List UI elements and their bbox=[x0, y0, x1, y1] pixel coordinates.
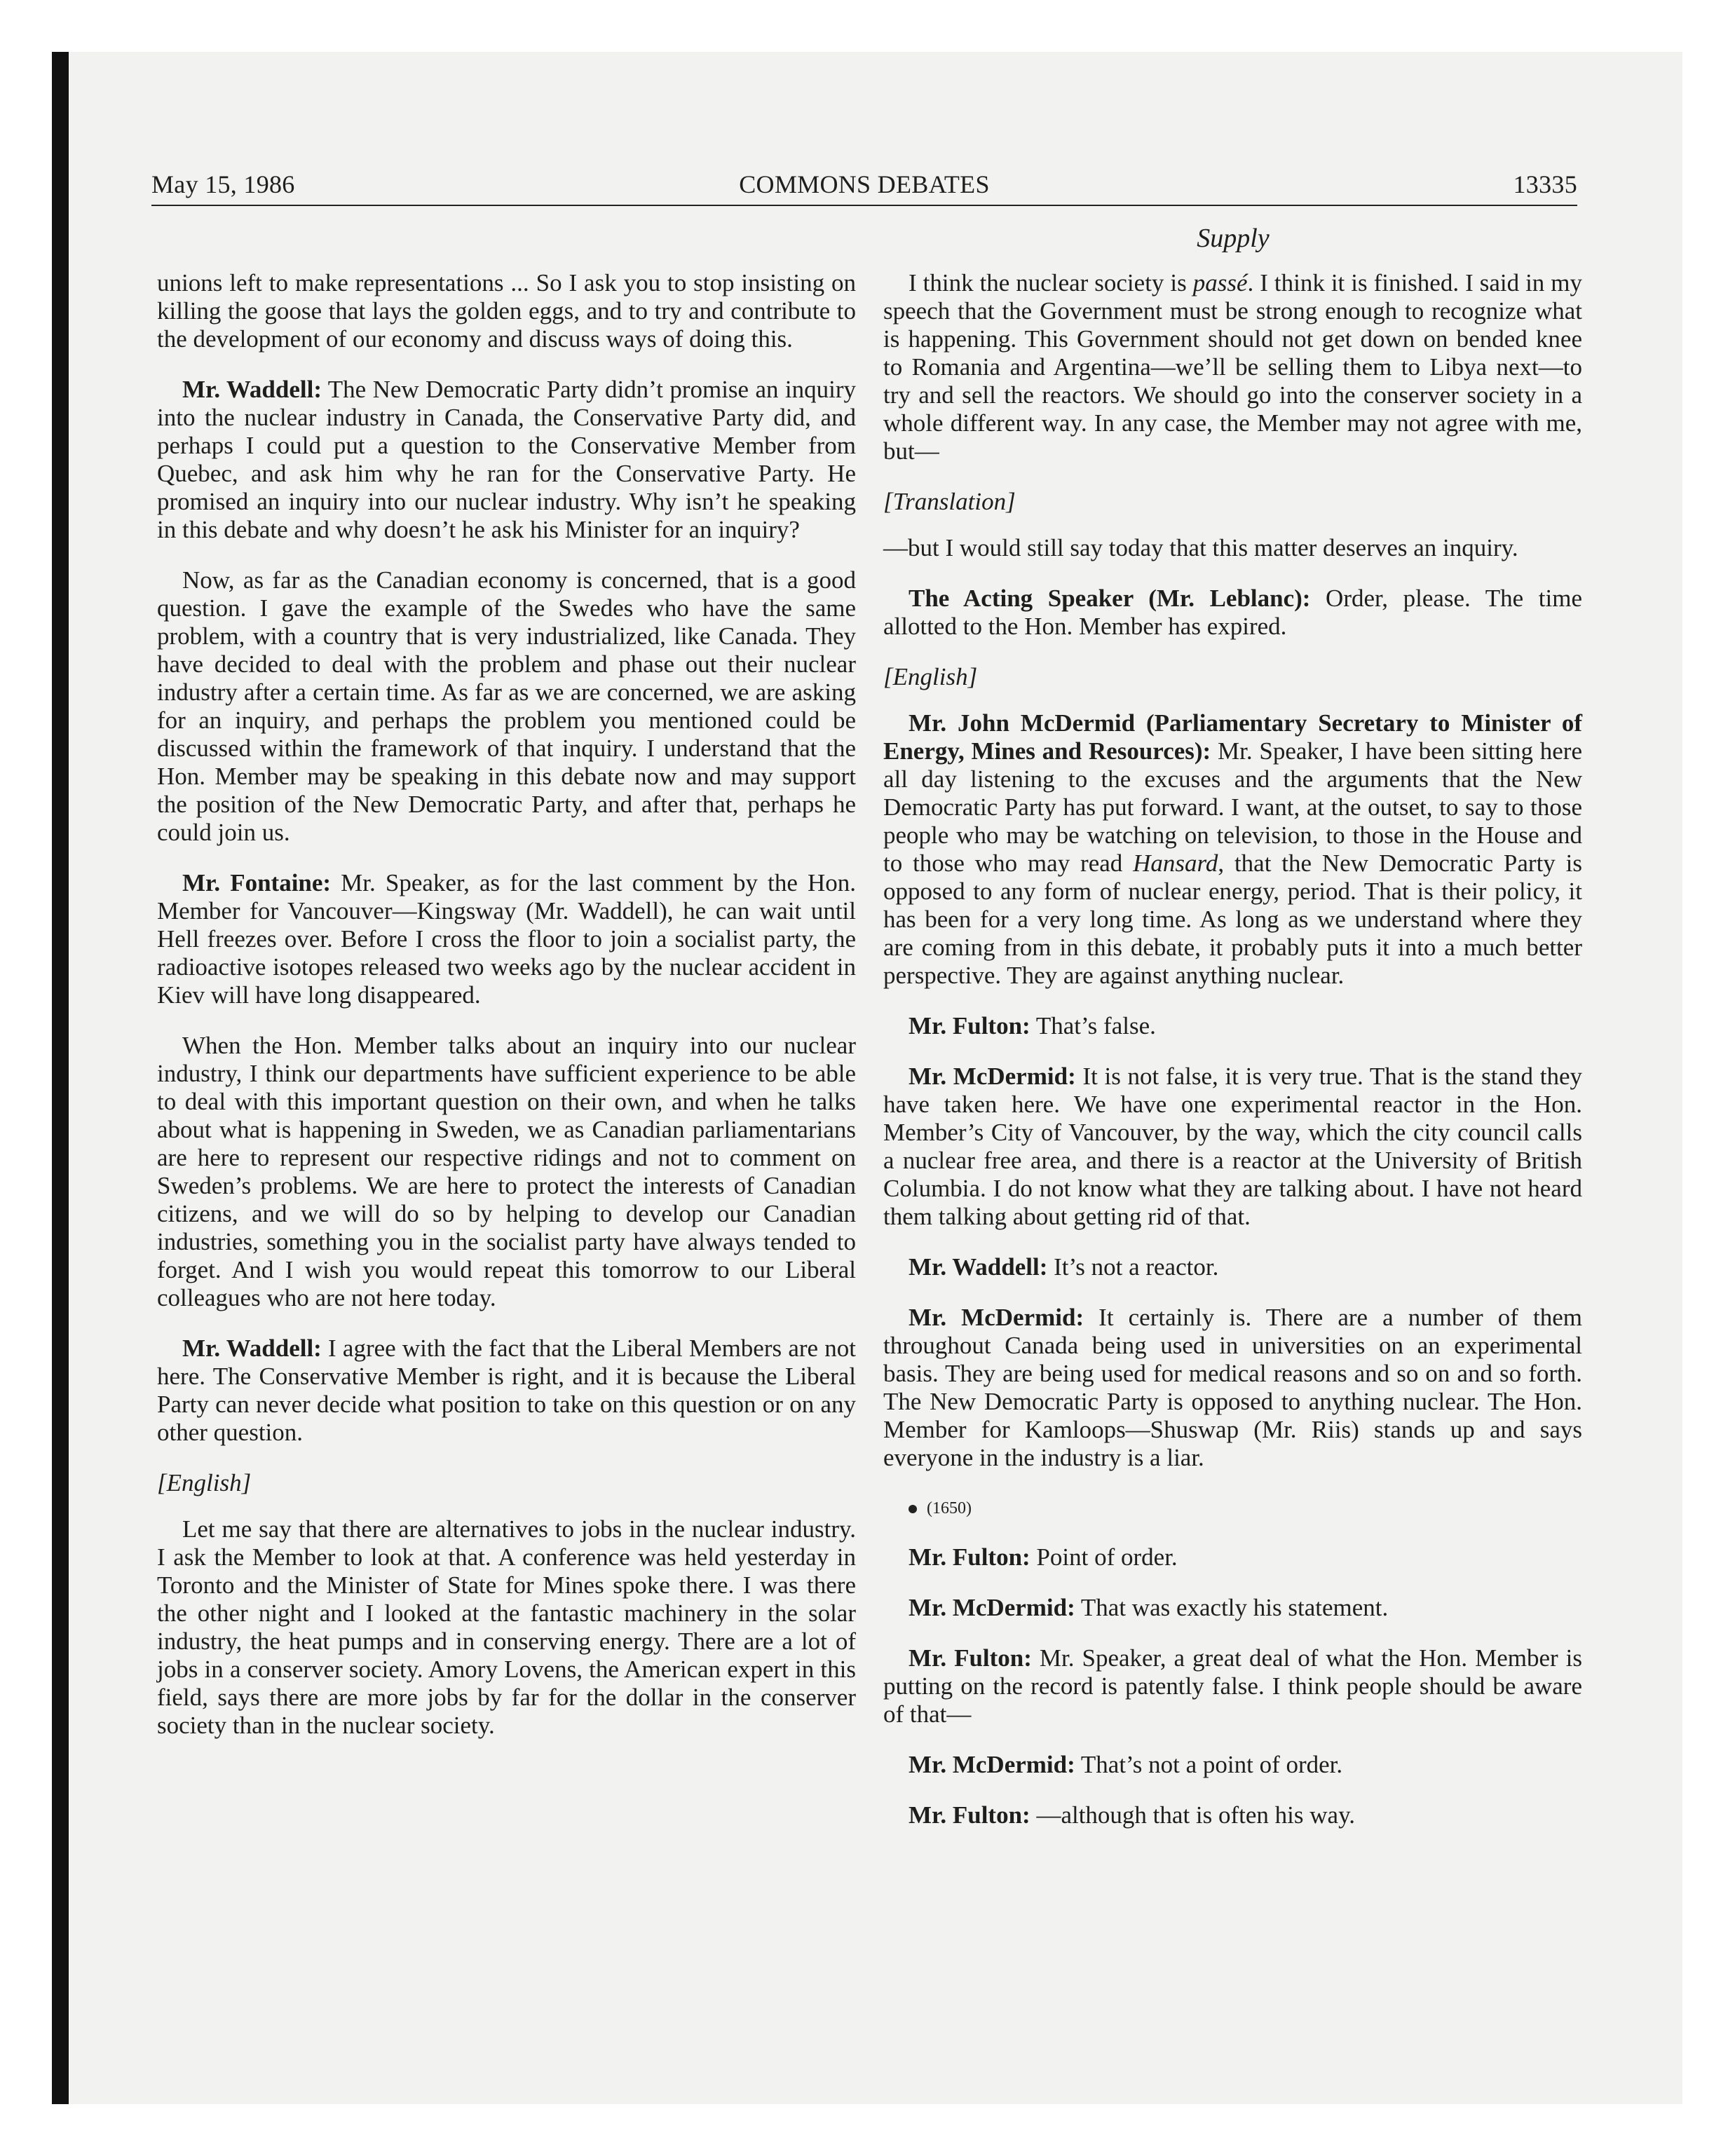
paragraph bbox=[157, 1335, 856, 1447]
speech-text: It certainly is. There are a number of them throughout Canada being used in universities on an experimental basis. They are being used for medical reasons and so on and so forth. The New Democratic Party is opposed to anything nuclear. The Hon. Member for Kamloops—Shuswap (Mr. Riis) stands up and says everyone in the industry is a liar. bbox=[883, 1304, 1582, 1471]
paragraph bbox=[157, 869, 856, 1009]
paragraph bbox=[883, 1304, 1582, 1472]
header-title: COMMONS DEBATES bbox=[739, 170, 990, 198]
speaker-name: Mr. Waddell: bbox=[182, 1335, 322, 1362]
timestamp bbox=[909, 1494, 1582, 1522]
language-tag: [English] bbox=[157, 1469, 252, 1496]
speaker-name: Mr. Fontaine: bbox=[182, 869, 332, 896]
speech-text: Order, please. The time allotted to the Hon. Member has expired. bbox=[883, 585, 1582, 640]
speech-text: It’s not a reactor. bbox=[1047, 1253, 1219, 1281]
speaker-name: Mr. Fulton: bbox=[909, 1644, 1032, 1672]
italic-word: passé bbox=[1192, 269, 1248, 296]
paragraph: Now, as far as the Canadian economy is concerned, that is a good question. I gave the example of the Swedes who have the same problem, with a country that is very industrialized, like Canada. They have decided to deal with the problem and phase out their nuclear industry after a certain time. As far as we are concerned, we are asking for an inquiry, and perhaps the problem you mentioned could be discussed within the framework of that inquiry. I understand that the Hon. Member may be speaking in this debate now and may support the position of the New Democratic Party, and after that, perhaps he could join us. bbox=[157, 566, 856, 846]
paragraph bbox=[883, 585, 1582, 641]
paragraph: When the Hon. Member talks about an inquiry into our nuclear industry, I think our departments have sufficient experience to be able to deal with this important question on their own, and when he talks about what is happening in Sweden, we as Canadian parliamentarians are here to represent our respective ridings and not to comment on Sweden’s problems. We are here to protect the interests of Canadian citizens, and we will do so by helping to develop our Canadian industries, something you in the socialist party have always tended to forget. And I wish you would repeat this tomorrow to our Liberal colleagues who are not here today. bbox=[157, 1032, 856, 1311]
paragraph bbox=[157, 376, 856, 544]
page-header bbox=[151, 170, 1577, 209]
speech-text: Mr. Speaker, as for the last comment by the Hon. Member for Vancouver—Kingsway (Mr. Waddell), he can wait until Hell freezes over. Before I cross the floor to join a socialist party, the radioactive isotopes released two weeks ago by the nuclear accident in Kiev will have long disappeared. bbox=[157, 869, 856, 1009]
paragraph bbox=[883, 1063, 1582, 1231]
speech-text: Point of order. bbox=[1030, 1543, 1178, 1571]
speech-text: It is not false, it is very true. That is the stand they have taken here. We have one experimental reactor in the Hon. Member’s City of Vancouver, by the way, which the city council calls a nuclear free area, and there is a reactor at the University of British Columbia. I do not know what they are talking about. I have not heard them talking about getting rid of that. bbox=[883, 1063, 1582, 1230]
speech-text: The New Democratic Party didn’t promise an inquiry into the nuclear industry in Canada, the Conservative Party did, and perhaps I could put a question to the Conservative Member from Quebec, and ask him why he ran for the Conservative Party. He promised an inquiry into our nuclear industry. Why isn’t he speaking in this debate and why doesn’t he ask his Minister for an inquiry? bbox=[157, 376, 856, 543]
timestamp-text: (1650) bbox=[927, 1499, 972, 1517]
right-column bbox=[883, 269, 1582, 1852]
paragraph bbox=[883, 1012, 1582, 1040]
speech-text: That’s false. bbox=[1030, 1012, 1156, 1039]
speech-text: —although that is often his way. bbox=[1030, 1801, 1356, 1829]
italic-word: Hansard bbox=[1133, 850, 1218, 877]
speaker-name: Mr. Fulton: bbox=[909, 1012, 1030, 1039]
speech-text: . I think it is finished. I said in my speech that the Government must be strong enough to recognize what is happening. This Government should not get down on bended knee to Romania and Argentina—we’ll be selling them to Libya next—to try and sell the reactors. We should go into the conserver society in a whole different way. In any case, the Member may not agree with me, but— bbox=[883, 269, 1582, 465]
speech-text: , that the New Democratic Party is opposed to any form of nuclear energy, period. That is their policy, it has been for a very long time. As long as we understand where they are coming from in this debate, it probably puts it into a much better perspective. They are against anything nuclear. bbox=[883, 850, 1582, 989]
running-head: Supply bbox=[1197, 224, 1270, 253]
header-rule bbox=[151, 205, 1577, 206]
speech-text: I think the nuclear society is bbox=[909, 269, 1193, 296]
speech-text: I agree with the fact that the Liberal Members are not here. The Conservative Member is right, and it is because the Liberal Party can never decide what position to take on this question or on any other question. bbox=[157, 1335, 856, 1446]
paragraph bbox=[883, 1801, 1582, 1829]
paragraph bbox=[883, 1594, 1582, 1622]
paragraph: Let me say that there are alternatives to jobs in the nuclear industry. I ask the Member to look at that. A conference was held yesterday in Toronto and the Minister of State for Mines spoke there. I was there the other night and I looked at the fantastic machinery in the solar industry, the heat pumps and in conserving energy. There are a lot of jobs in a conserver society. Amory Lovens, the American expert in this field, says there are more jobs by far for the dollar in the conserver society than in the nuclear society. bbox=[157, 1515, 856, 1739]
language-tag: [English] bbox=[883, 663, 978, 690]
left-column bbox=[157, 269, 856, 1762]
speaker-name: Mr. John McDermid (Parliamentary Secretary to Minister of Energy, Mines and Resources): bbox=[883, 709, 1582, 765]
speech-text: Mr. Speaker, I have been sitting here all day listening to the excuses and the arguments that the New Democratic Party has put forward. I want, at the outset, to say to those people who may be watching on television, to those in the House and to those who may read bbox=[883, 737, 1582, 877]
paragraph bbox=[883, 269, 1582, 465]
header-date: May 15, 1986 bbox=[151, 170, 295, 198]
speech-text: Mr. Speaker, a great deal of what the Hon. Member is putting on the record is patently false. I think people should be aware of that— bbox=[883, 1644, 1582, 1728]
speaker-name: Mr. McDermid: bbox=[909, 1304, 1084, 1331]
paragraph bbox=[883, 1644, 1582, 1728]
speaker-name: Mr. McDermid: bbox=[909, 1063, 1076, 1090]
speaker-name: Mr. McDermid: bbox=[909, 1594, 1075, 1621]
paragraph bbox=[883, 1543, 1582, 1571]
speech-text: That was exactly his statement. bbox=[1075, 1594, 1389, 1621]
paragraph bbox=[883, 1751, 1582, 1779]
paragraph bbox=[883, 709, 1582, 990]
language-tag: [Translation] bbox=[883, 488, 1016, 515]
speaker-name: Mr. Waddell: bbox=[909, 1253, 1048, 1281]
bullet-icon bbox=[909, 1505, 917, 1513]
scan-edge-bar bbox=[52, 52, 69, 2104]
paragraph: unions left to make representations ... So I ask you to stop insisting on killing the goose that lays the golden eggs, and to try and contribute to the development of our economy and discuss ways of doing this. bbox=[157, 269, 856, 353]
page-number: 13335 bbox=[1513, 170, 1577, 198]
paragraph: —but I would still say today that this matter deserves an inquiry. bbox=[883, 534, 1518, 561]
speaker-name: Mr. Waddell: bbox=[182, 376, 322, 403]
speech-text: That’s not a point of order. bbox=[1075, 1751, 1343, 1778]
speaker-name: Mr. Fulton: bbox=[909, 1801, 1030, 1829]
paragraph bbox=[883, 1253, 1582, 1281]
speaker-name: Mr. McDermid: bbox=[909, 1751, 1075, 1778]
speaker-name: The Acting Speaker (Mr. Leblanc): bbox=[909, 585, 1311, 612]
speaker-name: Mr. Fulton: bbox=[909, 1543, 1030, 1571]
